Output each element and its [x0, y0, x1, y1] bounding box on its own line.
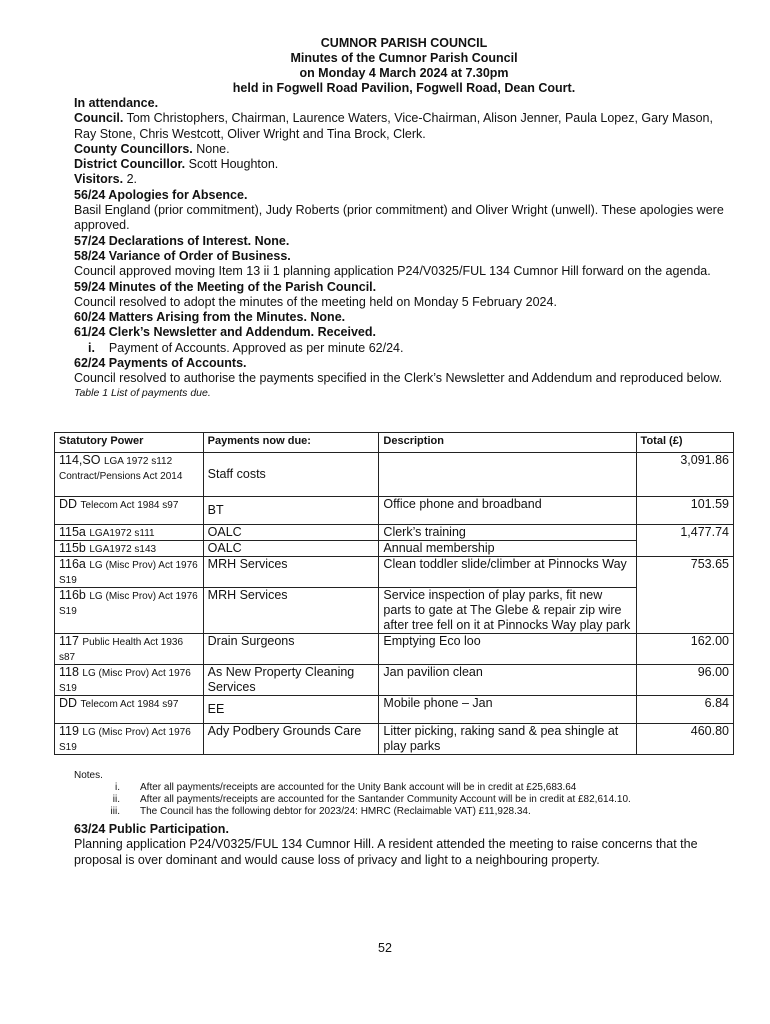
item-62-text: Council resolved to authorise the payments specified in the Clerk’s Newsletter and Addendum and reproduced below. — [74, 371, 723, 386]
statutory-power-cell: 118 LG (Misc Prov) Act 1976 S19 — [55, 665, 204, 696]
description-cell: Service inspection of play parks, fit new parts to gate at The Glebe & repair zip wire after tree fell on it at Pinnocks Way play park — [379, 588, 636, 634]
statutory-power-cell: DD Telecom Act 1984 s97 — [55, 696, 204, 724]
minutes-page — [74, 36, 734, 399]
total-cell: 96.00 — [636, 665, 733, 696]
item-61-heading: 61/24 Clerk’s Newsletter and Addendum. Received. — [74, 325, 376, 340]
table-row — [55, 696, 734, 724]
meeting-venue: held in Fogwell Road Pavilion, Fogwell Road, Dean Court. — [232, 81, 576, 95]
description-cell: Emptying Eco loo — [379, 634, 636, 665]
item-58-heading: 58/24 Variance of Order of Business. — [74, 248, 291, 263]
description-cell: Mobile phone – Jan — [379, 696, 636, 724]
district-councillor: District Councillor. Scott Houghton. — [74, 157, 279, 172]
description-cell: Annual membership — [379, 541, 636, 557]
item-63-heading: 63/24 Public Participation. — [74, 822, 229, 836]
col-payee: Payments now due: — [203, 433, 379, 453]
statutory-power-cell: 116b LG (Misc Prov) Act 1976 S19 — [55, 588, 204, 634]
note-item: ii. After all payments/receipts are accounted for the Santander Community Account will be in credit at £82,614.10. — [112, 794, 631, 805]
payee-cell: OALC — [203, 525, 379, 541]
payee-cell: EE — [203, 696, 379, 724]
statutory-power-cell: 114,SO LGA 1972 s112 Contract/Pensions Act 2014 — [55, 453, 204, 497]
col-total: Total (£) — [636, 433, 733, 453]
minutes-title: Minutes of the Cumnor Parish Council — [290, 51, 518, 65]
notes-heading: Notes. — [74, 770, 103, 781]
page-number: 52 — [378, 941, 392, 955]
item-59-heading: 59/24 Minutes of the Meeting of the Parish Council. — [74, 279, 377, 294]
total-cell: 101.59 — [636, 497, 733, 525]
total-cell: 3,091.86 — [636, 453, 733, 497]
description-cell: Clerk’s training — [379, 525, 636, 541]
total-cell: 162.00 — [636, 634, 733, 665]
table-row — [55, 724, 734, 755]
meeting-date: on Monday 4 March 2024 at 7.30pm — [299, 66, 509, 80]
note-item: i. After all payments/receipts are accounted for the Unity Bank account will be in credit at £25,683.64 — [115, 782, 577, 793]
description-cell: Clean toddler slide/climber at Pinnocks Way — [379, 557, 636, 588]
table-row — [55, 525, 734, 541]
notes — [74, 770, 734, 818]
description-cell: Jan pavilion clean — [379, 665, 636, 696]
table-caption: Table 1 List of payments due. — [74, 386, 211, 399]
statutory-power-cell: DD Telecom Act 1984 s97 — [55, 497, 204, 525]
payee-cell: Drain Surgeons — [203, 634, 379, 665]
visitors: Visitors. 2. — [74, 172, 138, 187]
item-62-heading: 62/24 Payments of Accounts. — [74, 356, 247, 371]
statutory-power-cell: 117 Public Health Act 1936 s87 — [55, 634, 204, 665]
attendance-heading: In attendance. — [74, 96, 159, 110]
total-cell: 6.84 — [636, 696, 733, 724]
table-row — [55, 453, 734, 497]
payee-cell: MRH Services — [203, 557, 379, 588]
public-participation — [74, 822, 734, 868]
col-statutory-power: Statutory Power — [55, 433, 204, 453]
item-57-heading: 57/24 Declarations of Interest. None. — [74, 233, 290, 248]
payee-cell: BT — [203, 497, 379, 525]
payee-cell: As New Property Cleaning Services — [203, 665, 379, 696]
note-item: iii. The Council has the following debtor for 2023/24: HMRC (Reclaimable VAT) £11,928.34. — [110, 806, 531, 817]
item-63-text: Planning application P24/V0325/FUL 134 Cumnor Hill. A resident attended the meeting to raise concerns that the proposal is over dominant and would cause loss of privacy and light to a neighbouring property. — [74, 837, 698, 867]
payee-cell: OALC — [203, 541, 379, 557]
statutory-power-cell: 115a LGA1972 s111 — [55, 525, 204, 541]
document-header — [74, 36, 734, 96]
total-cell: 753.65 — [636, 557, 733, 634]
description-cell: Office phone and broadband — [379, 497, 636, 525]
col-description: Description — [379, 433, 636, 453]
table-row — [55, 665, 734, 696]
council-name: CUMNOR PARISH COUNCIL — [320, 36, 488, 50]
payee-cell: Ady Podbery Grounds Care — [203, 724, 379, 755]
county-councillors: County Councillors. None. — [74, 141, 230, 156]
description-cell: Litter picking, raking sand & pea shingle at play parks — [379, 724, 636, 755]
statutory-power-cell: 119 LG (Misc Prov) Act 1976 S19 — [55, 724, 204, 755]
payee-cell: Staff costs — [203, 453, 379, 497]
item-56-heading: 56/24 Apologies for Absence. — [74, 187, 248, 202]
payee-cell: MRH Services — [203, 588, 379, 634]
item-58-text: Council approved moving Item 13 ii 1 planning application P24/V0325/FUL 134 Cumnor Hill forward on the agenda. — [74, 264, 711, 279]
item-61-sub: i. Payment of Accounts. Approved as per minute 62/24. — [88, 340, 404, 355]
payments-table — [54, 432, 734, 755]
table-row — [55, 588, 734, 634]
total-cell: 1,477.74 — [636, 525, 733, 557]
table-row — [55, 497, 734, 525]
table-row — [55, 541, 734, 557]
item-60-heading: 60/24 Matters Arising from the Minutes. None. — [74, 310, 346, 325]
description-cell — [379, 453, 636, 497]
total-cell: 460.80 — [636, 724, 733, 755]
table-row — [55, 557, 734, 588]
table-row — [55, 634, 734, 665]
item-59-text: Council resolved to adopt the minutes of the meeting held on Monday 5 February 2024. — [74, 294, 557, 309]
statutory-power-cell: 115b LGA1972 s143 — [55, 541, 204, 557]
table-header-row — [55, 433, 734, 453]
council-attendees: Council. Tom Christophers, Chairman, Laurence Waters, Vice-Chairman, Alison Jenner, Paula Lopez, Gary Mason, Ray Stone, Chris Westcott, Oliver Wright and Tina Brock, Clerk. — [74, 111, 713, 141]
item-56-text: Basil England (prior commitment), Judy Roberts (prior commitment) and Oliver Wright (unwell). These apologies were approved. — [74, 203, 724, 233]
statutory-power-cell: 116a LG (Misc Prov) Act 1976 S19 — [55, 557, 204, 588]
